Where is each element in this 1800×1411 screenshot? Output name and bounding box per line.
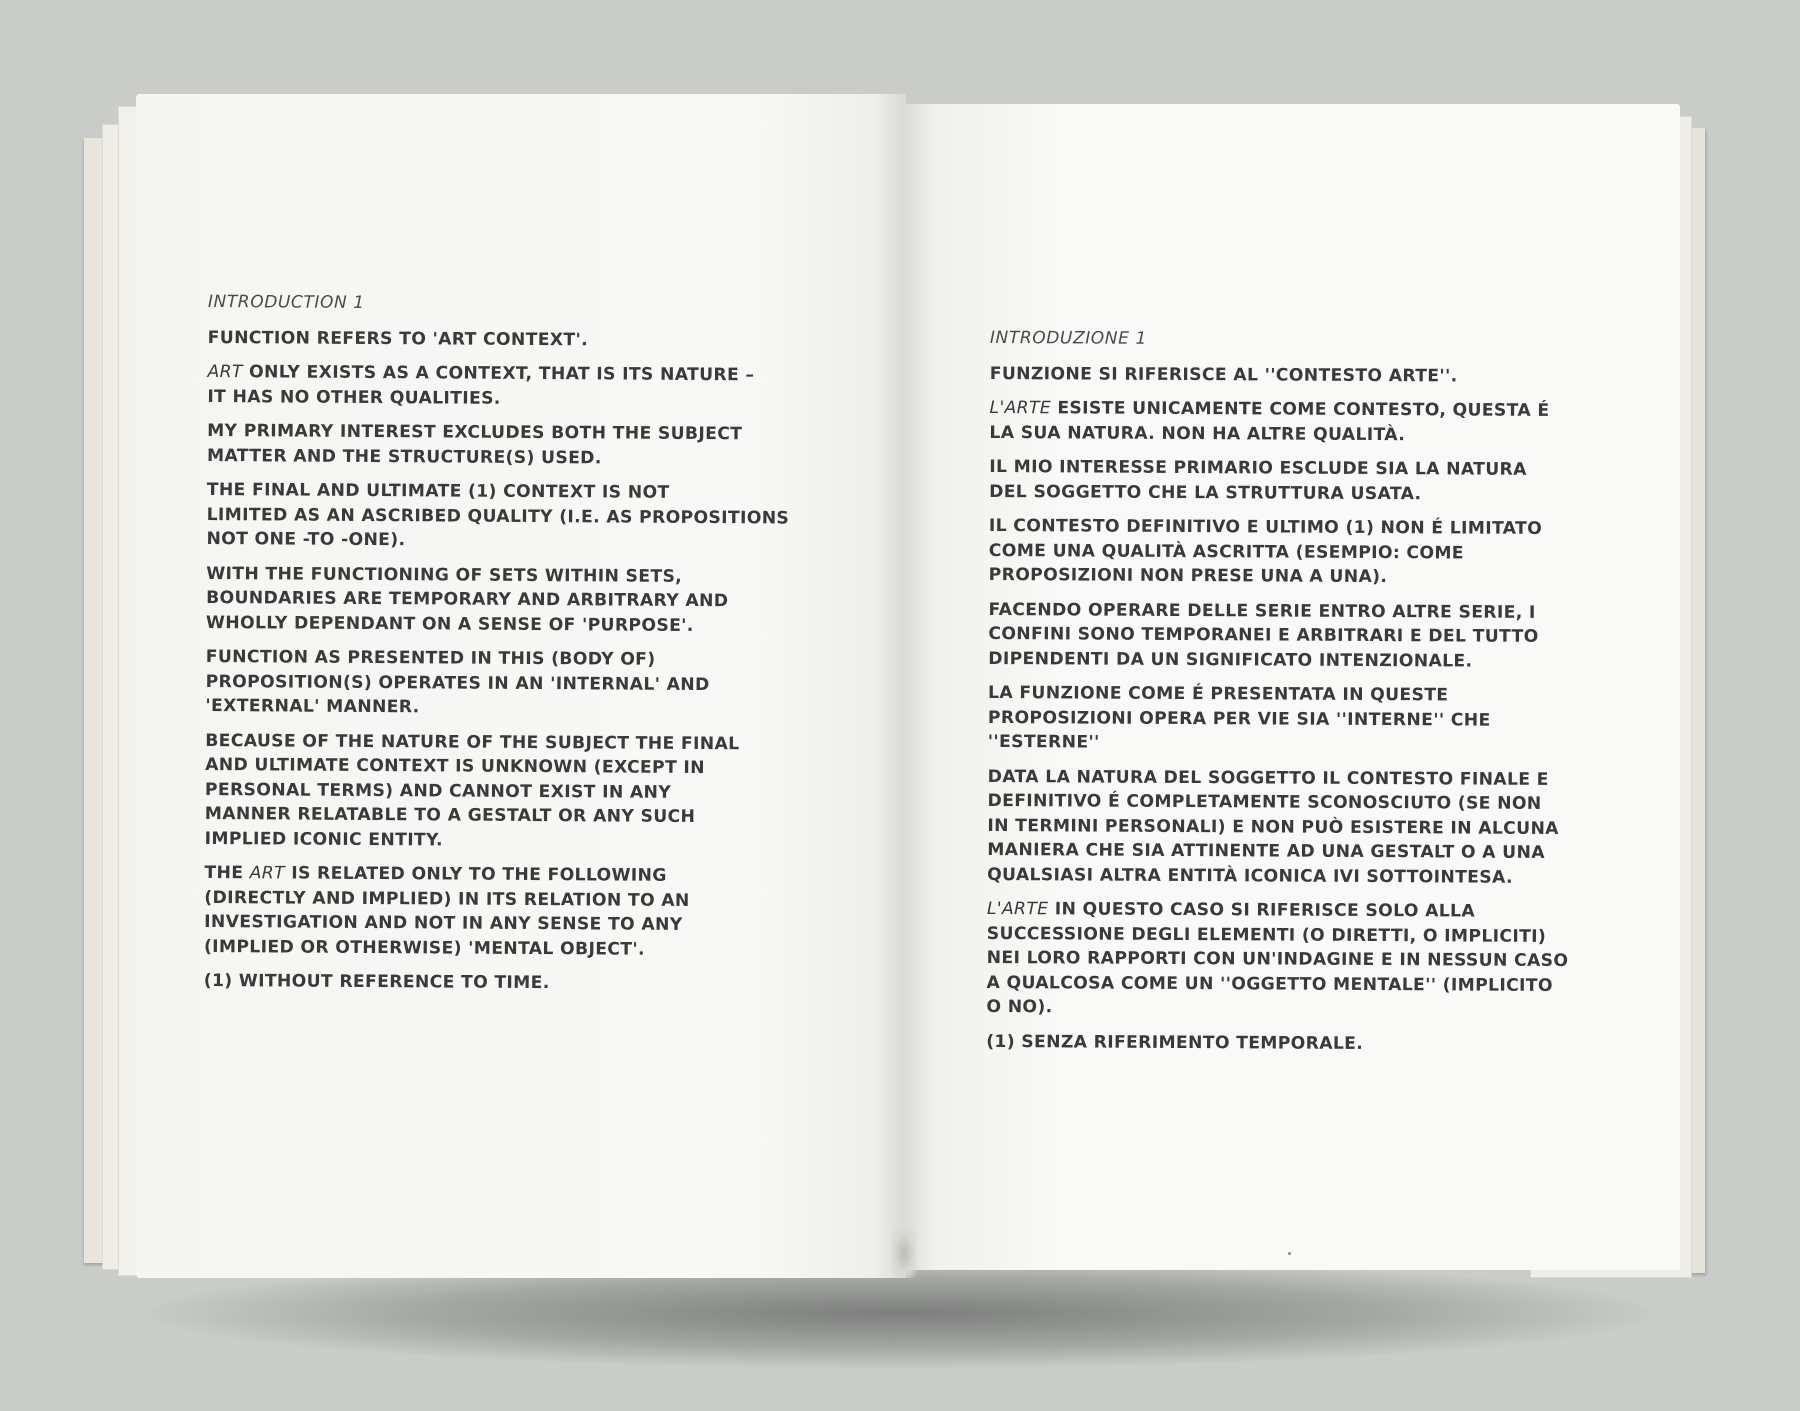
right-footnote: (1) SENZA RIFERIMENTO TEMPORALE.	[986, 1031, 1364, 1054]
left-para-5: WITH THE FUNCTIONING OF SETS WITHIN SETS, BOUNDARIES ARE TEMPORARY AND ARBITRARY AND WHOLLY DEPENDANT ON A SENSE OF 'PURPOSE'.	[205, 563, 729, 636]
left-para-6: FUNCTION AS PRESENTED IN THIS (BODY OF) PROPOSITION(S) OPERATES IN AN 'INTERNAL' AND 'EXTERNAL' MANNER.	[205, 646, 710, 718]
right-para-5: FACENDO OPERARE DELLE SERIE ENTRO ALTRE SERIE, I CONFINI SONO TEMPORANEI E ARBITRARI E DEL TUTTO DIPENDENTI DA UN SIGNIFICATO INTENZIONALE.	[988, 599, 1539, 672]
left-para-1: FUNCTION REFERS TO 'ART CONTEXT'.	[207, 327, 589, 350]
right-para-2: L'ARTE ESISTE UNICAMENTE COME CONTESTO, QUESTA É LA SUA NATURA. NON HA ALTRE QUALITÀ.	[989, 397, 1550, 445]
book-gutter	[892, 1228, 916, 1278]
left-footnote: (1) WITHOUT REFERENCE TO TIME.	[203, 970, 550, 994]
left-page-heading: INTRODUCTION 1	[207, 291, 365, 313]
right-para-3: IL MIO INTERESSE PRIMARIO ESCLUDE SIA LA NATURA DEL SOGGETTO CHE LA STRUTTURA USATA.	[989, 456, 1527, 504]
left-para-2: ART ONLY EXISTS AS A CONTEXT, THAT IS ITS NATURE – IT HAS NO OTHER QUALITIES.	[207, 361, 755, 409]
right-page-text	[986, 326, 1600, 1067]
right-para-6: LA FUNZIONE COME É PRESENTATA IN QUESTE PROPOSIZIONI OPERA PER VIE SIA ''INTERNE'' CHE ''ESTERNE''	[987, 682, 1491, 753]
right-para-1: FUNZIONE SI RIFERISCE AL ''CONTESTO ARTE''.	[989, 363, 1458, 386]
left-para-8: THE ART IS RELATED ONLY TO THE FOLLOWING (DIRECTLY AND IMPLIED) IN ITS RELATION TO AN INVESTIGATION AND NOT IN ANY SENSE TO ANY (IMPLIED OR OTHERWISE) 'MENTAL OBJECT'.	[203, 862, 690, 960]
left-para-3: MY PRIMARY INTEREST EXCLUDES BOTH THE SUBJECT MATTER AND THE STRUCTURE(S) USED.	[206, 420, 743, 468]
left-page-text	[204, 290, 808, 1007]
page-speck	[1288, 1252, 1291, 1255]
left-page	[136, 94, 906, 1278]
left-para-4: THE FINAL AND ULTIMATE (1) CONTEXT IS NOT LIMITED AS AN ASCRIBED QUALITY (I.E. AS PROPOSITIONS NOT ONE -TO -ONE).	[206, 479, 790, 551]
left-para-7: BECAUSE OF THE NATURE OF THE SUBJECT THE FINAL AND ULTIMATE CONTEXT IS UNKNOWN (EXCEPT IN PERSONAL TERMS) AND CANNOT EXIST IN ANY MANNER RELATABLE TO A GESTALT OR ANY SUCH IMPLIED ICONIC ENTITY.	[204, 730, 740, 850]
right-para-4: IL CONTESTO DEFINITIVO E ULTIMO (1) NON É LIMITATO COME UNA QUALITÀ ASCRITTA (ESEMPIO: COME PROPOSIZIONI NON PRESE UNA A UNA).	[988, 515, 1543, 588]
right-para-8: L'ARTE IN QUESTO CASO SI RIFERISCE SOLO ALLA SUCCESSIONE DEGLI ELEMENTI (O DIRETTI, O IMPLICITI) NEI LORO RAPPORTI CON UN'INDAGINE E IN NESSUN CASO A QUALCOSA COME UN ''OGGETTO MENTALE'' (IMPLICITO O NO).	[986, 898, 1569, 1018]
right-para-7: DATA LA NATURA DEL SOGGETTO IL CONTESTO FINALE E DEFINITIVO É COMPLETAMENTE SCONOSCIUTO (SE NON IN TERMINI PERSONALI) E NON PUÒ ESISTERE IN ALCUNA MANIERA CHE SIA ATTINENTE AD UNA GESTALT O A UNA QUALSIASI ALTRA ENTITÀ ICONICA IVI SOTTOINTESA.	[987, 766, 1559, 888]
right-page-heading: INTRODUZIONE 1	[989, 327, 1147, 349]
right-page	[904, 104, 1680, 1270]
